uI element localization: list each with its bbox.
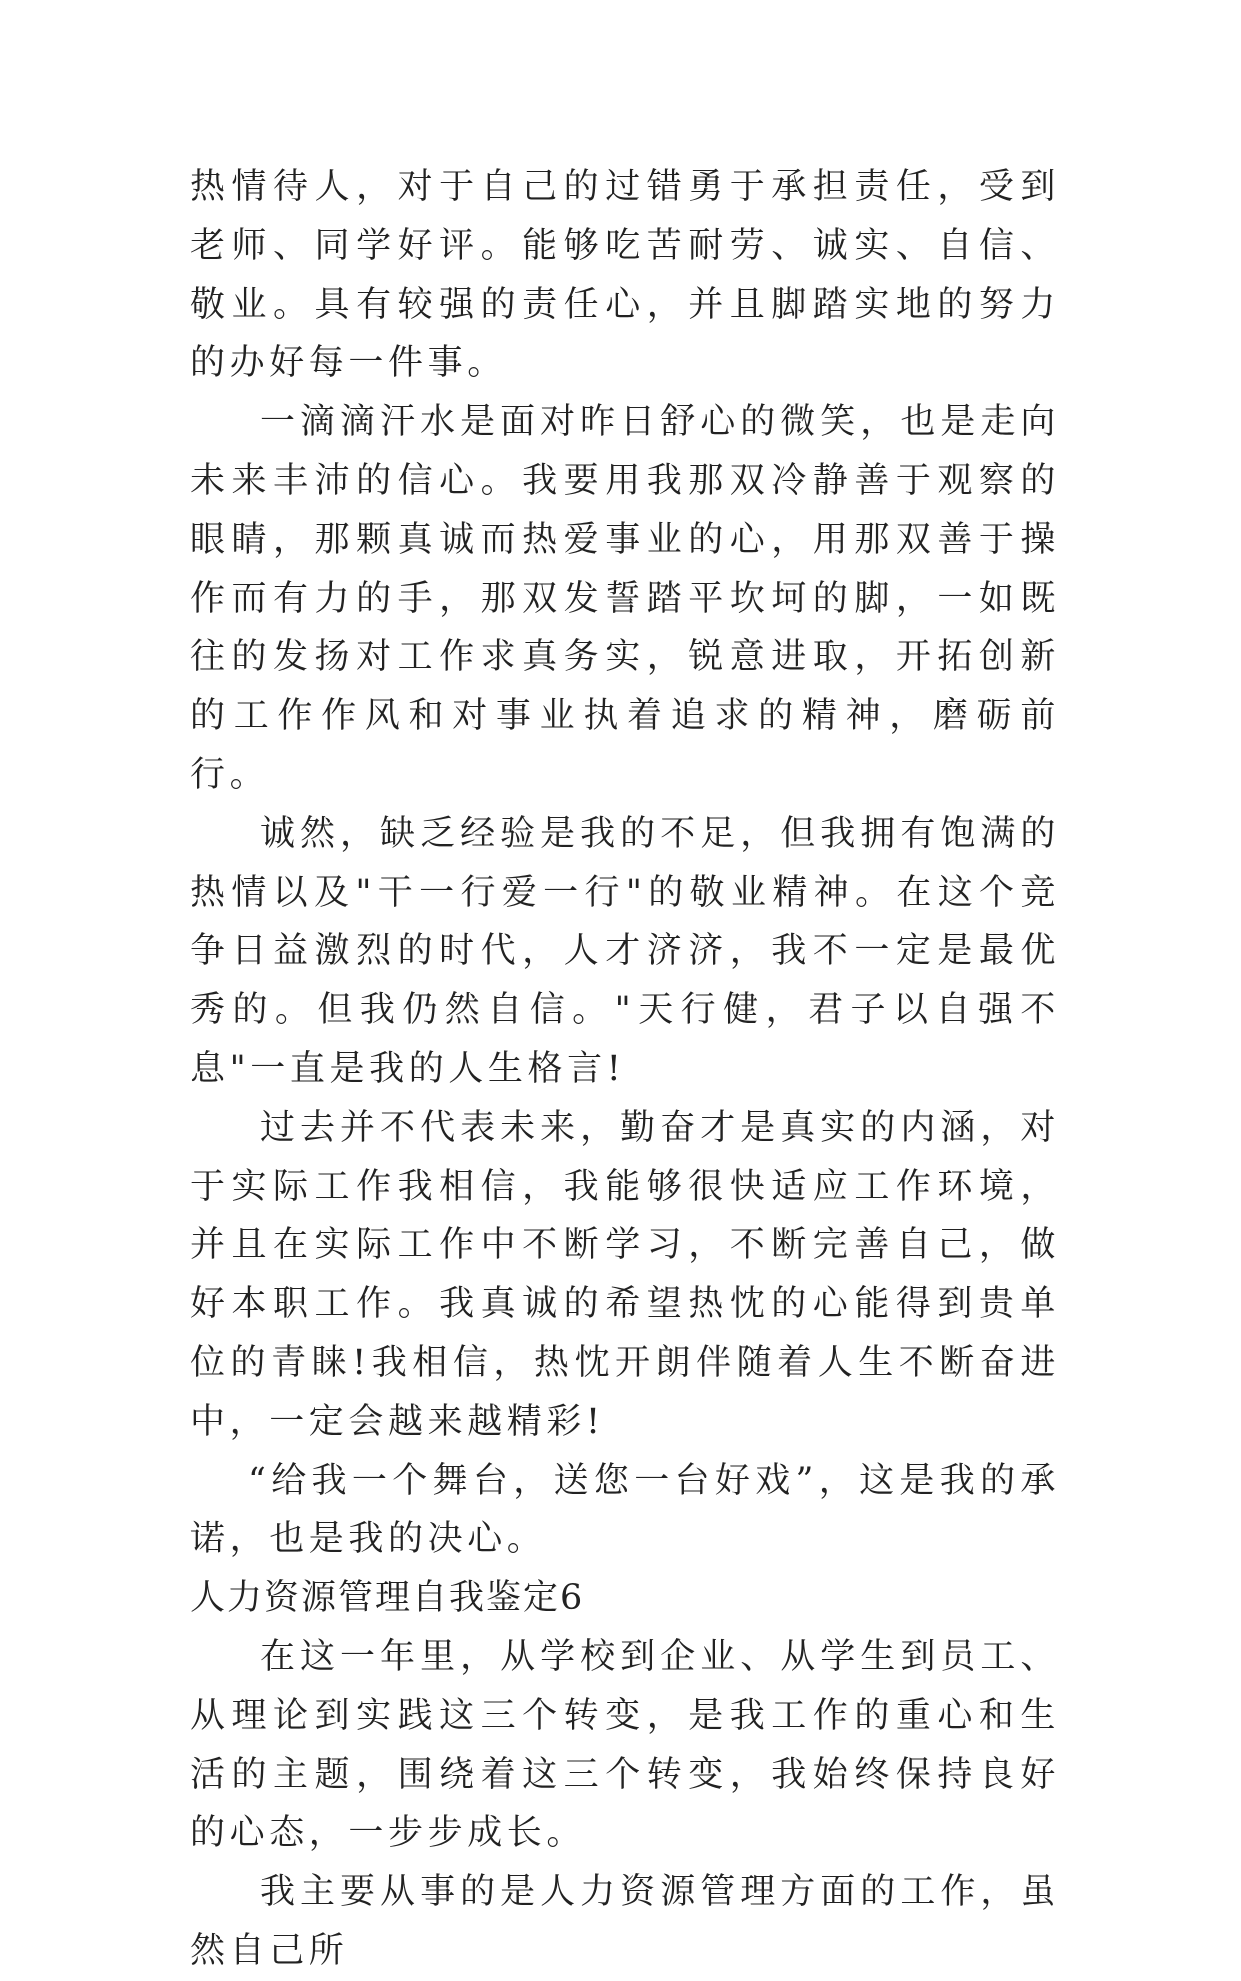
section-heading: 人力资源管理自我鉴定6 xyxy=(190,1578,585,1619)
paragraph-3: 诚然，缺乏经验是我的不足，但我拥有饱满的热情以及"干一行爱一行"的敬业精神。在这个竞争日益激烈的时代，人才济济，我不一定是最优秀的。但我仍然自信。"天行健，君子以自强不息"一直是我的人生格言! xyxy=(190,813,1060,1089)
paragraph-1: 热情待人，对于自己的过错勇于承担责任，受到老师、同学好评。能够吃苦耐劳、诚实、自信、敬业。具有较强的责任心，并且脚踏实地的努力的办好每一件事。 xyxy=(190,167,1060,384)
paragraph-7: 我主要从事的是人力资源管理方面的工作，虽然自己所 xyxy=(190,1872,1060,1971)
document-body xyxy=(190,158,1060,1981)
paragraph-5: “给我一个舞台，送您一台好戏”，这是我的承诺，也是我的决心。 xyxy=(190,1460,1060,1560)
paragraph-6: 在这一年里，从学校到企业、从学生到员工、从理论到实践这三个转变，是我工作的重心和生活的主题，围绕着这三个转变，我始终保持良好的心态，一步步成长。 xyxy=(190,1636,1060,1854)
paragraph-2: 一滴滴汗水是面对昨日舒心的微笑，也是走向未来丰沛的信心。我要用我那双冷静善于观察的眼睛，那颗真诚而热爱事业的心，用那双善于操作而有力的手，那双发誓踏平坎坷的脚，一如既往的发扬对工作求真务实，锐意进取，开拓创新的工作作风和对事业执着追求的精神，磨砺前行。 xyxy=(190,402,1060,795)
paragraph-4: 过去并不代表未来，勤奋才是真实的内涵，对于实际工作我相信，我能够很快适应工作环境，并且在实际工作中不断学习，不断完善自己，做好本职工作。我真诚的希望热忱的心能得到贵单位的青睐!我相信，热忱开朗伴随着人生不断奋进中，一定会越来越精彩! xyxy=(190,1107,1060,1442)
